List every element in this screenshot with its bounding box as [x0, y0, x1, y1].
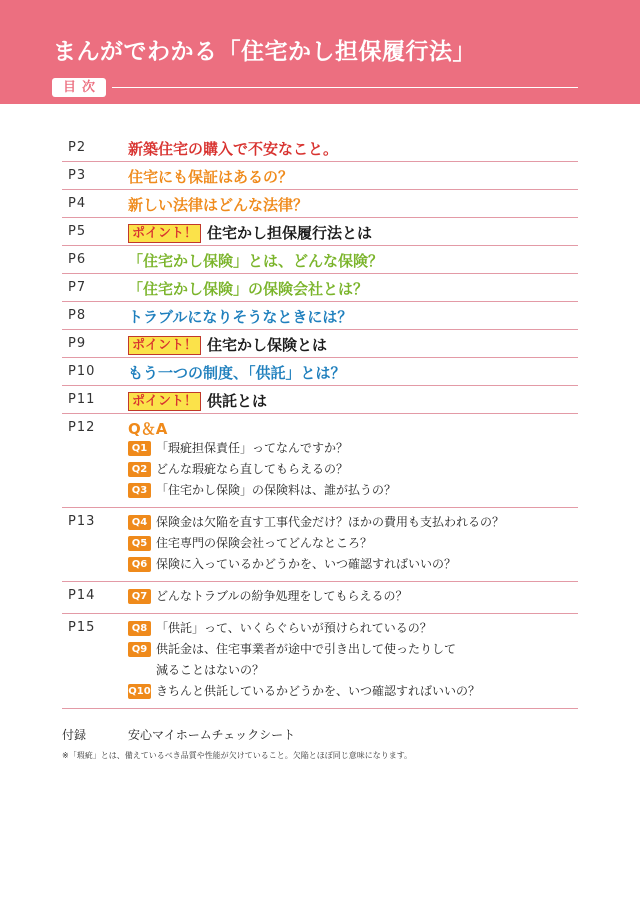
toc-title: 「住宅かし保険」とは、どんな保険？ — [128, 252, 384, 270]
toc-title: 新しい法律はどんな法律？ — [128, 196, 309, 214]
q-text: 保険に入っているかどうかを、いつ確認すればいいの？ — [156, 557, 457, 571]
table-of-contents — [62, 134, 578, 709]
page-number: P12 — [68, 420, 96, 435]
q-badge: Q6 — [128, 557, 151, 572]
q-badge: Q2 — [128, 462, 151, 477]
q-badge: Q5 — [128, 536, 151, 551]
qa-item-q9[interactable] — [128, 639, 578, 660]
toc-title: 住宅かし担保履行法とは — [207, 224, 373, 242]
toc-title-wrap — [128, 390, 267, 411]
page-number: P14 — [68, 588, 96, 603]
point-badge: ポイント！ — [128, 224, 201, 243]
page-number: P11 — [68, 392, 96, 407]
q-badge: Q1 — [128, 441, 151, 456]
q-text: どんなトラブルの紛争処理をしてもらえるの？ — [156, 589, 408, 603]
toc-title: 「住宅かし保険」の保険会社とは？ — [128, 280, 369, 298]
toc-title: 住宅にも保証はあるの？ — [128, 168, 294, 186]
header-divider — [112, 87, 578, 88]
qa-list — [62, 614, 578, 702]
page-number: P3 — [68, 168, 87, 183]
footnote: ※「瑕疵」とは、備えているべき品質や性能が欠けていること。欠陥とほぼ同じ意味になります。 — [62, 751, 413, 760]
qa-item-q2[interactable] — [128, 459, 578, 480]
toc-title-wrap — [128, 222, 372, 243]
page-number: P2 — [68, 140, 87, 155]
page-number: P10 — [68, 364, 96, 379]
q-text: きちんと供託しているかどうかを、いつ確認すればいいの？ — [156, 684, 481, 698]
q-text: 保険金は欠陥を直す工事代金だけ？ほかの費用も支払われるの？ — [156, 515, 505, 529]
toc-row-p13[interactable] — [62, 508, 578, 582]
point-badge: ポイント！ — [128, 336, 201, 355]
toc-row-p3[interactable] — [62, 162, 578, 190]
page-number: P5 — [68, 224, 87, 239]
qa-item-q8[interactable] — [128, 618, 578, 639]
page-number: P8 — [68, 308, 87, 323]
qa-item-q10[interactable] — [128, 681, 578, 702]
page-title: まんがでわかる「住宅かし担保履行法」 — [53, 39, 476, 65]
q-badge: Q7 — [128, 589, 151, 604]
page-number: P15 — [68, 620, 96, 635]
qa-item-q6[interactable] — [128, 554, 578, 575]
q-badge: Q3 — [128, 483, 151, 498]
toc-row-p9[interactable] — [62, 330, 578, 358]
page-number: P9 — [68, 336, 87, 351]
appendix-label: 付録 — [62, 728, 87, 742]
toc-title-wrap — [128, 334, 327, 355]
appendix-title[interactable]: 安心マイホームチェックシート — [128, 728, 296, 742]
toc-title: もう一つの制度、「供託」とは？ — [128, 364, 346, 382]
page-number: P6 — [68, 252, 87, 267]
q-text: どんな瑕疵なら直してもらえるの？ — [156, 462, 349, 476]
toc-title: トラブルになりそうなときには？ — [128, 308, 353, 326]
q-text: 「住宅かし保険」の保険料は、誰が払うの？ — [156, 483, 397, 497]
toc-row-p5[interactable] — [62, 218, 578, 246]
qa-list — [62, 582, 578, 607]
q-badge: Q9 — [128, 642, 151, 657]
toc-title: 住宅かし保険とは — [207, 336, 328, 354]
q-badge: Q4 — [128, 515, 151, 530]
point-badge: ポイント！ — [128, 392, 201, 411]
toc-title: 新築住宅の購入で不安なこと。 — [128, 140, 339, 158]
header-banner — [0, 0, 640, 104]
q-badge: Q8 — [128, 621, 151, 636]
toc-row-p4[interactable] — [62, 190, 578, 218]
toc-title: 供託とは — [207, 392, 268, 410]
q-text-continuation: 減ることはないの？ — [156, 663, 265, 677]
toc-row-p2[interactable] — [62, 134, 578, 162]
toc-label: 目次 — [52, 78, 106, 97]
q-text: 「供託」って、いくらぐらいが預けられているの？ — [156, 621, 432, 635]
q-text: 供託金は、住宅事業者が途中で引き出して使ったりして — [156, 642, 457, 656]
toc-row-p7[interactable] — [62, 274, 578, 302]
qa-item-q4[interactable] — [128, 512, 578, 533]
qa-list — [62, 508, 578, 575]
toc-row-p12[interactable] — [62, 414, 578, 508]
toc-row-p10[interactable] — [62, 358, 578, 386]
qa-list — [62, 434, 578, 501]
q-text: 「瑕疵担保責任」ってなんですか？ — [156, 441, 349, 455]
qa-item-q7[interactable] — [128, 586, 578, 607]
qa-item-q1[interactable] — [128, 438, 578, 459]
qa-item-q5[interactable] — [128, 533, 578, 554]
page-number: P13 — [68, 514, 96, 529]
page-number: P4 — [68, 196, 87, 211]
toc-row-p6[interactable] — [62, 246, 578, 274]
toc-row-p15[interactable] — [62, 614, 578, 709]
page-number: P7 — [68, 280, 87, 295]
q-text: 住宅専門の保険会社ってどんなところ？ — [156, 536, 373, 550]
qa-heading: Q＆A — [128, 420, 168, 438]
qa-item-q3[interactable] — [128, 480, 578, 501]
toc-row-p14[interactable] — [62, 582, 578, 614]
toc-row-p11[interactable] — [62, 386, 578, 414]
toc-row-p8[interactable] — [62, 302, 578, 330]
q-badge: Q10 — [128, 686, 151, 697]
